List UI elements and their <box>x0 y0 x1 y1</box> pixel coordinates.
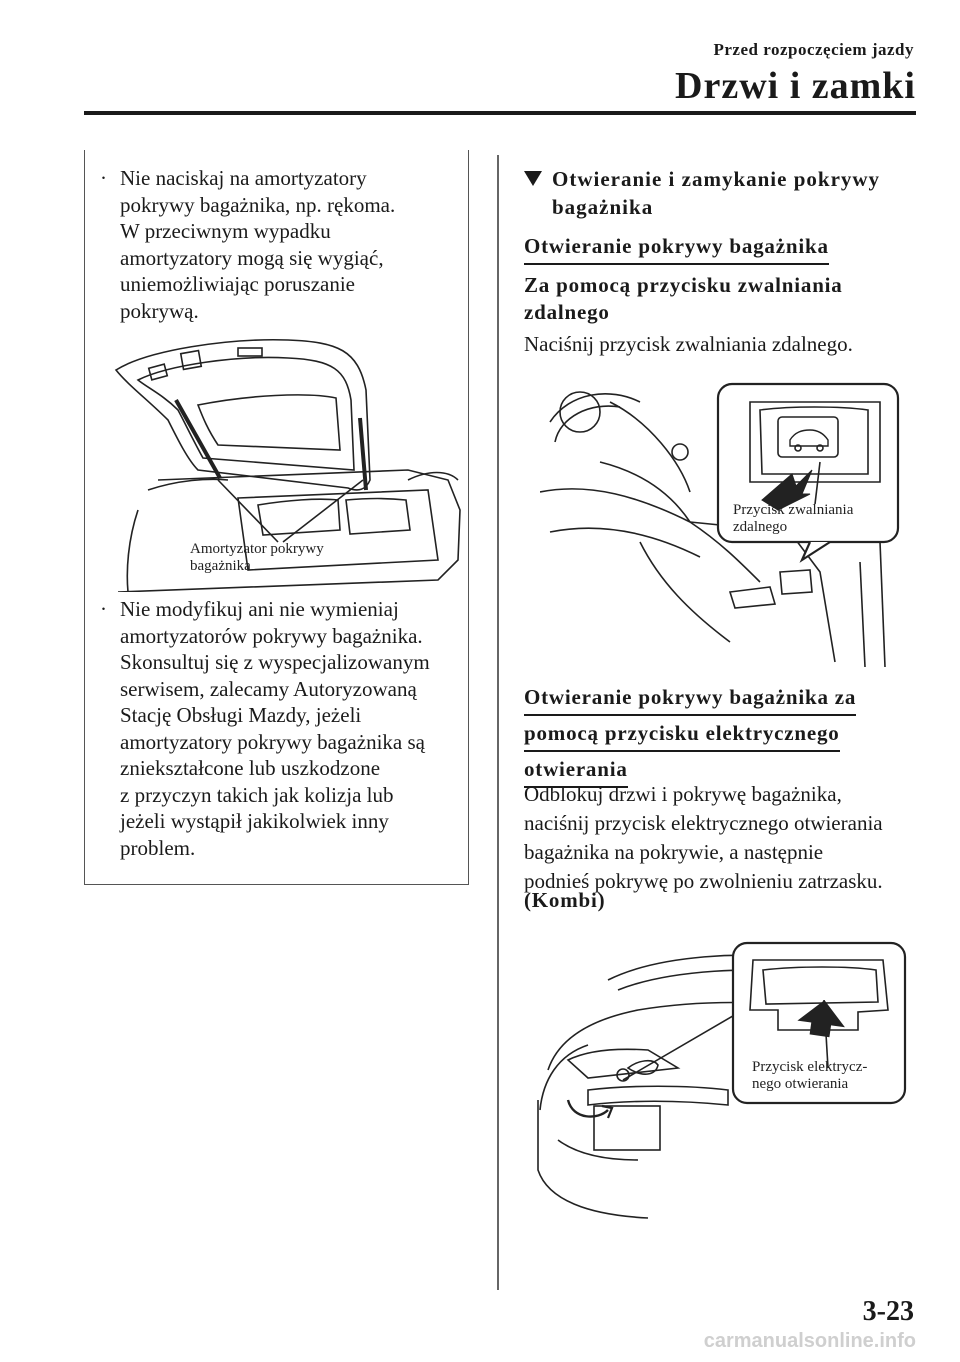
line: nego otwierania <box>752 1076 849 1092</box>
line: pomocą przycisku elektrycznego <box>524 719 840 752</box>
line: problem. <box>120 835 196 860</box>
label-remote-release <box>524 272 904 326</box>
line: Stację Obsługi Mazdy, jeżeli <box>120 703 362 727</box>
line: bagażnika <box>190 558 251 574</box>
text-electric-open <box>524 780 924 896</box>
figure1-label <box>190 541 324 575</box>
subheading-1 <box>524 232 829 268</box>
line: pokrywy bagażnika, np. rękoma. <box>120 192 396 217</box>
bullet-dot: · <box>100 166 107 190</box>
line: Amortyzator pokrywy <box>190 541 324 557</box>
column-divider <box>497 155 499 1290</box>
line: pokrywą. <box>120 298 199 323</box>
bullet-2-text <box>120 596 450 861</box>
text-press-remote: Naciśnij przycisk zwalniania zdalnego. <box>524 332 853 356</box>
variant-label: (Kombi) <box>524 888 606 912</box>
bullet-dot: · <box>100 597 107 621</box>
line: podnieś pokrywę po zwolnieniu zatrzasku. <box>524 869 883 893</box>
section-heading <box>524 165 904 221</box>
line: naciśnij przycisk elektrycznego otwierania <box>524 811 883 835</box>
subheading-1-text: Otwieranie pokrywy bagażnika <box>524 232 829 265</box>
line: Odblokuj drzwi i pokrywę bagażnika, <box>524 782 842 806</box>
header-rule <box>84 111 916 115</box>
watermark: carmanualsonline.info <box>703 1330 916 1352</box>
section-heading-text <box>552 165 904 221</box>
line: otwierania <box>524 755 628 788</box>
line: Skonsultuj się z wyspecjalizowanym <box>120 650 430 674</box>
line: zdalnego <box>733 519 788 535</box>
warning-bullet-2 <box>100 596 450 861</box>
line: zdalnego <box>524 300 610 324</box>
line: bagażnika <box>552 195 654 219</box>
header-subtitle: Przed rozpoczęciem jazdy <box>713 40 914 59</box>
line: amortyzatory pokrywy bagażnika są <box>120 729 425 754</box>
line: Za pomocą przycisku zwalniania <box>524 273 843 297</box>
page-number: 3-23 <box>862 1296 914 1327</box>
line: Przycisk elektrycz- <box>752 1059 868 1075</box>
line: jeżeli wystąpił jakikolwiek inny <box>120 809 389 833</box>
line: uniemożliwiając poruszanie <box>120 272 355 296</box>
line: Otwieranie pokrywy bagażnika za <box>524 683 856 716</box>
line: amortyzatory mogą się wygiąć, <box>120 245 384 270</box>
line: Nie naciskaj na amortyzatory <box>120 166 367 190</box>
line: W przeciwnym wypadku <box>120 219 331 243</box>
line: Nie modyfikuj ani nie wymieniaj <box>120 597 399 621</box>
line: Otwieranie i zamykanie pokrywy <box>552 167 881 191</box>
line: Przycisk zwalniania <box>733 502 854 518</box>
line: bagażnika na pokrywie, a następnie <box>524 840 824 864</box>
triangle-marker-icon <box>524 171 542 186</box>
header-title: Drzwi i zamki <box>675 65 916 107</box>
figure2-label <box>733 502 853 536</box>
line: z przyczyn takich jak kolizja lub <box>120 782 394 807</box>
warning-bullet-1 <box>100 165 440 324</box>
figure3-label <box>752 1059 867 1093</box>
line: serwisem, zalecamy Autoryzowaną <box>120 676 417 701</box>
line: amortyzatorów pokrywy bagażnika. <box>120 623 423 648</box>
line: zniekształcone lub uszkodzone <box>120 756 381 780</box>
subheading-2 <box>524 683 856 791</box>
bullet-1-text <box>120 165 440 324</box>
